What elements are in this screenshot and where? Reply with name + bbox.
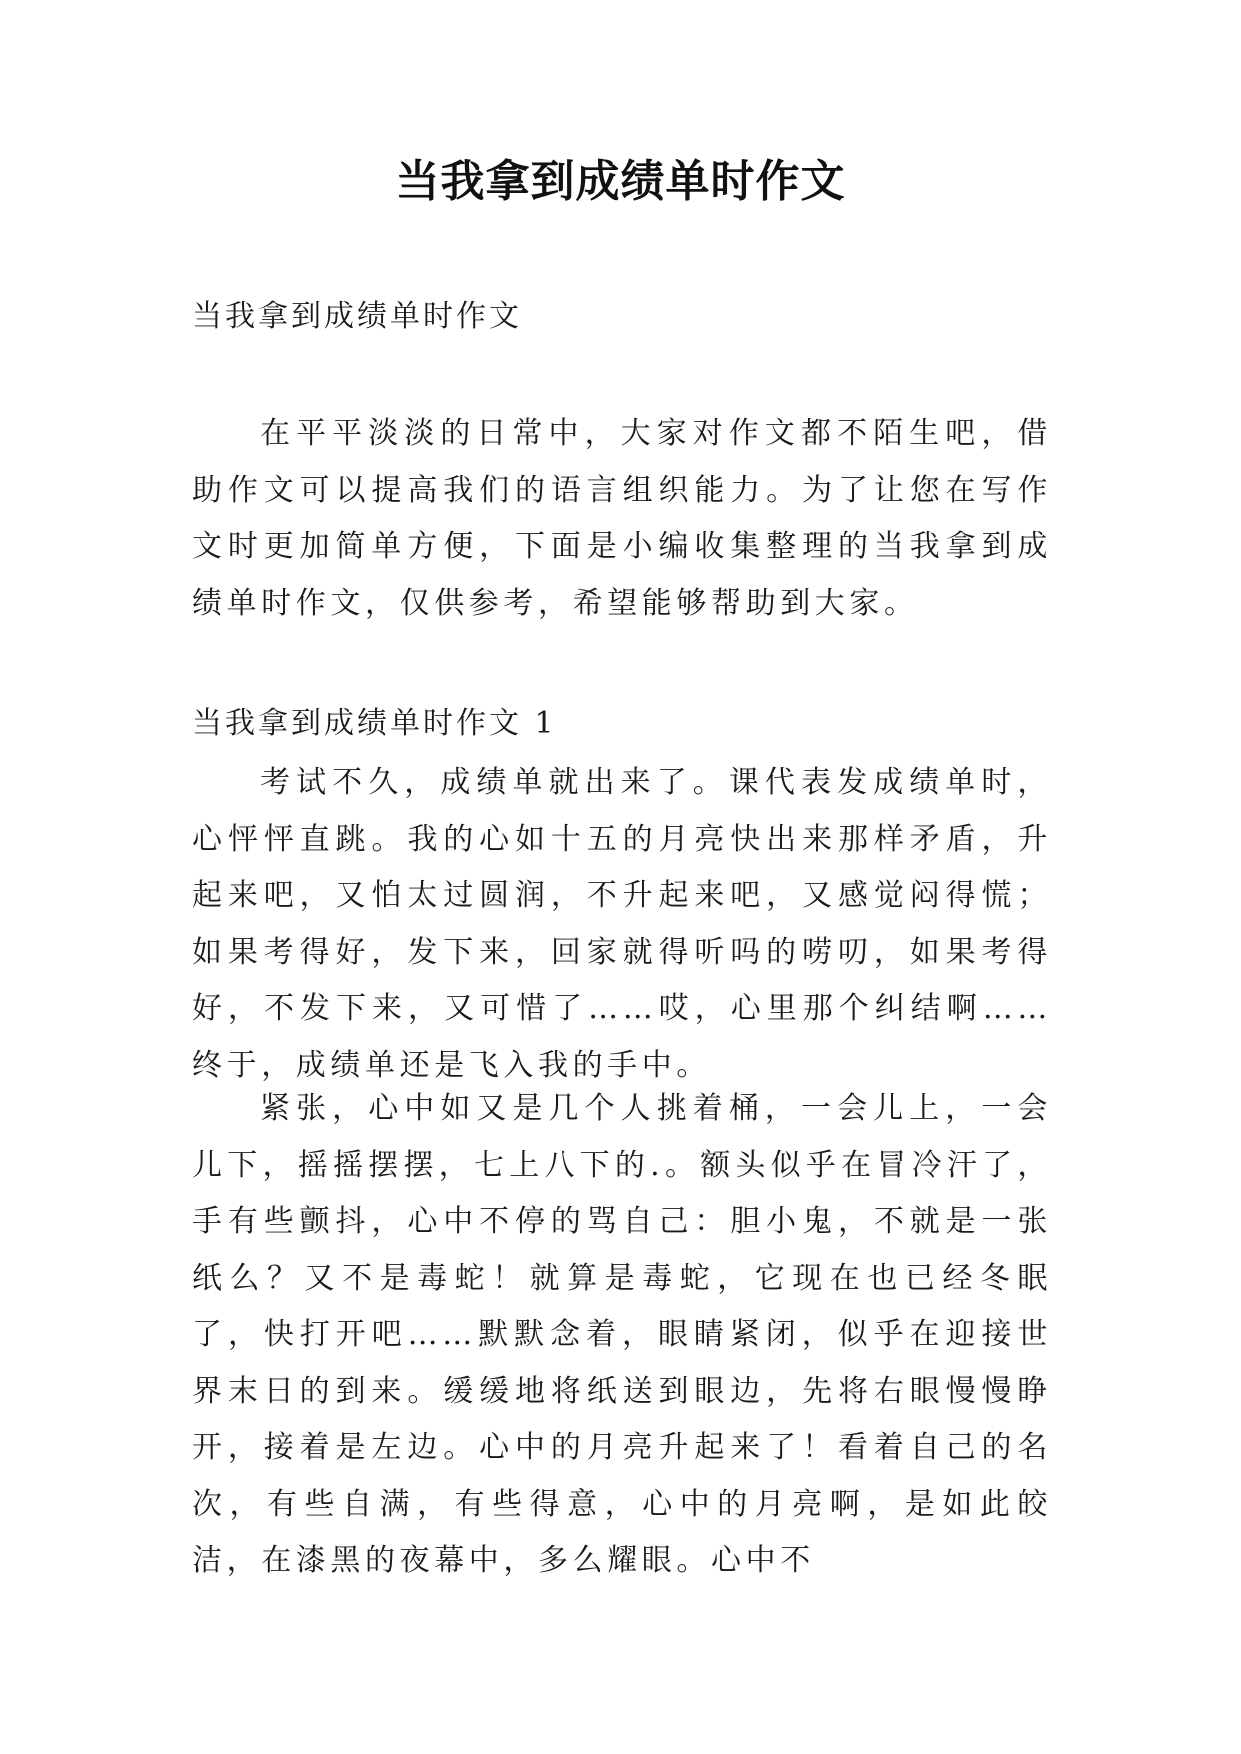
section-heading: 当我拿到成绩单时作文 1 <box>192 706 557 741</box>
body-paragraph: 考试不久，成绩单就出来了。课代表发成绩单时，心怦怦直跳。我的心如十五的月亮快出来那样矛盾，升起来吧，又怕太过圆润，不升起来吧，又感觉闷得慌；如果考得好，发下来，回家就得听吗的唠叨，如果考得好，不发下来，又可惜了……哎，心里那个纠结啊……终于，成绩单还是飞入我的手中。 <box>192 765 1052 1083</box>
document-title: 当我拿到成绩单时作文 <box>395 156 846 207</box>
intro-paragraph: 在平平淡淡的日常中，大家对作文都不陌生吧，借助作文可以提高我们的语言组织能力。为了让您在写作文时更加简单方便，下面是小编收集整理的当我拿到成绩单时作文，仅供参考，希望能够帮助到大家。 <box>192 416 1052 621</box>
body-paragraph: 紧张，心中如又是几个人挑着桶，一会儿上，一会儿下，摇摇摆摆，七上八下的.。额头似乎在冒冷汗了，手有些颤抖，心中不停的骂自己：胆小鬼，不就是一张纸么？又不是毒蛇！就算是毒蛇，它现在也已经冬眠了，快打开吧……默默念着，眼睛紧闭，似乎在迎接世界末日的到来。缓缓地将纸送到眼边，先将右眼慢慢睁开，接着是左边。心中的月亮升起来了！看着自己的名次，有些自满，有些得意，心中的月亮啊，是如此皎洁，在漆黑的夜幕中，多么耀眼。心中不 <box>192 1091 1052 1578</box>
document-subtitle: 当我拿到成绩单时作文 <box>192 299 522 334</box>
